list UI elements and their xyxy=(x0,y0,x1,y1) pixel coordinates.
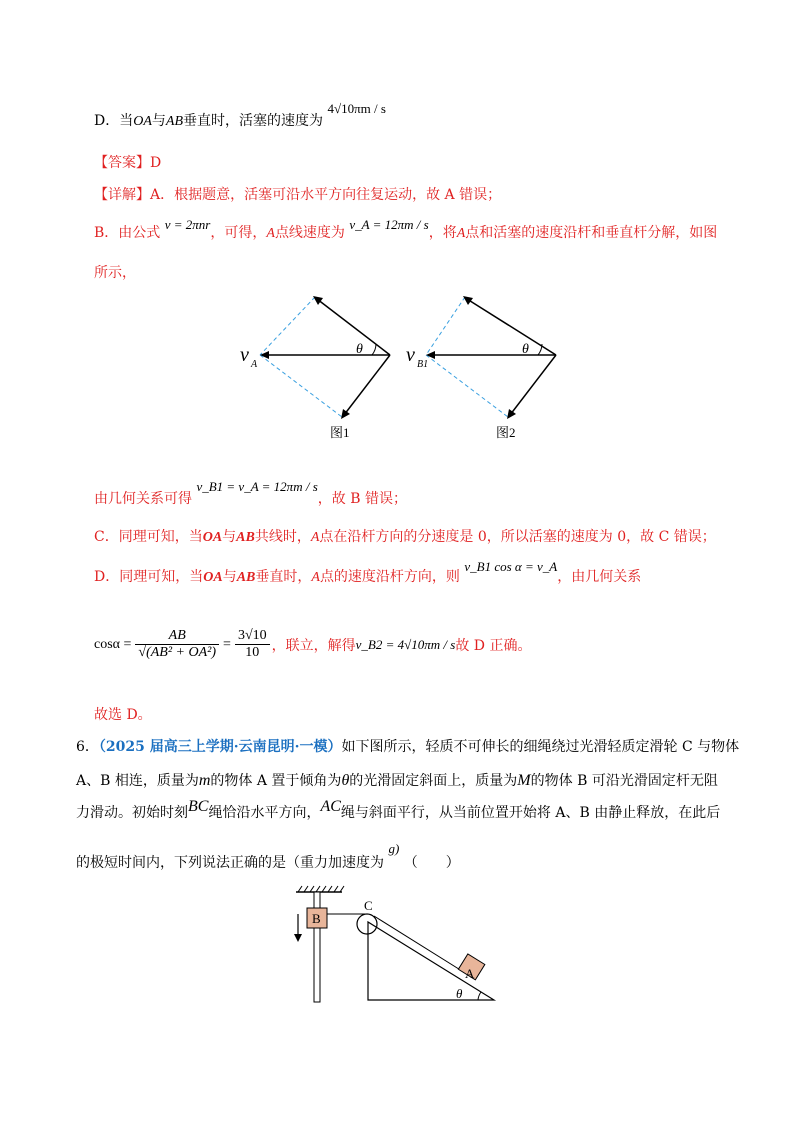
cos-lhs: cosα = xyxy=(94,636,132,652)
c-text-4: 点在沿杆方向的分速度是 0，所以活塞的速度为 0，故 C 错误； xyxy=(319,529,716,545)
detail-b-mid2: 点线速度为 xyxy=(274,225,345,241)
q6-theta: θ xyxy=(341,772,350,789)
fig1-arrow-down xyxy=(344,355,390,415)
q6-M: M xyxy=(517,772,531,789)
pulley-c xyxy=(357,914,377,934)
q6-g: g) xyxy=(388,841,400,856)
detail-line-b xyxy=(94,217,718,242)
cos-result: v_B2 = 4√10πm / s xyxy=(355,636,456,652)
fig1-label: 图1 xyxy=(330,425,350,440)
q6-text1: 如下图所示，轻质不可伸长的细绳绕过光滑轻质定滑轮 C 与物体 xyxy=(341,739,740,755)
figure-2 xyxy=(406,296,556,440)
cos-num2: 3√10 xyxy=(235,628,270,645)
c-ab: AB xyxy=(236,530,255,545)
detail-line-a xyxy=(94,184,501,204)
q6-line-2 xyxy=(76,770,718,790)
d-text-1: D．同理可知，当 xyxy=(94,569,204,585)
fig2-dashed-bottom xyxy=(426,355,508,417)
fig1-dashed-bottom xyxy=(260,355,342,417)
cos-tail: 故 D 正确。 xyxy=(455,637,532,654)
q6-t3-3: 绳与斜面平行，从当前位置开始将 A、B 由静止释放，在此后 xyxy=(340,805,721,821)
block-b-label: B xyxy=(312,911,321,926)
cos-fraction-1 xyxy=(135,628,219,661)
d-oa: OA xyxy=(203,570,223,585)
option-d-suffix: 垂直时，活塞的速度为 xyxy=(183,113,324,129)
fig1-theta: θ xyxy=(356,342,363,357)
q6-t3-1: 力滑动。初始时刻 xyxy=(76,805,188,821)
fig1-arrowhead-va xyxy=(260,351,269,359)
q6-t2-2: 的物体 A 置于倾角为 xyxy=(210,773,342,789)
q6-source: （2025 届高三上学期·云南昆明·一模） xyxy=(98,739,342,755)
down-arrow-head xyxy=(294,934,302,942)
q6-t4-1: 的极短时间内，下列说法正确的是（重力加速度为 xyxy=(76,855,384,871)
fig2-v: v xyxy=(406,344,415,366)
c-text-1: C．同理可知，当 xyxy=(94,529,203,545)
pulley-c-label: C xyxy=(364,898,373,913)
c-text-3: 共线时， xyxy=(254,529,311,545)
cos-num: AB xyxy=(135,628,219,645)
geom-prefix: 由几何关系可得 xyxy=(94,491,192,507)
option-d xyxy=(94,101,386,130)
detail-b-formula1: v = 2πnr xyxy=(164,217,211,232)
q6-line-3 xyxy=(76,798,721,822)
ceiling-hatch xyxy=(298,886,344,892)
fig1-arrow-up xyxy=(317,299,390,355)
option-d-formula: 4√10πm / s xyxy=(327,101,386,116)
detail-b-formula2: v_A = 12πm / s xyxy=(349,217,429,232)
block-a-label: A xyxy=(465,966,475,981)
detail-geom xyxy=(94,479,407,508)
detail-b-mid: ，可得， xyxy=(210,225,267,241)
detail-line-d xyxy=(94,559,642,586)
fig1-arrowhead-up xyxy=(313,296,323,305)
d-formula: v_B1 cos α = v_A xyxy=(464,559,558,574)
incline-angle-arc xyxy=(478,992,481,1000)
fig2-arrow-down xyxy=(510,355,556,415)
d-text-2: 与 xyxy=(222,569,237,585)
c-text-2: 与 xyxy=(222,529,237,545)
fig2-arrowhead-down xyxy=(507,409,516,419)
incline-theta: θ xyxy=(456,986,463,1001)
q6-line-4 xyxy=(76,841,460,872)
q6-t2-3: 的光滑固定斜面上，质量为 xyxy=(349,773,518,789)
option-d-prefix: D．当 xyxy=(94,113,134,129)
q6-bc: BC xyxy=(188,798,209,815)
choose-line: 故选 D。 xyxy=(94,707,152,723)
geom-suffix: ，故 B 错误； xyxy=(317,491,407,507)
answer-label: 【答案】 xyxy=(94,155,150,171)
detail-line-b2: 所示， xyxy=(94,265,136,281)
fig2-arrowhead-up xyxy=(463,296,473,305)
cos-eq: = xyxy=(223,636,231,652)
fig2-label: 图2 xyxy=(496,425,516,440)
fig1-dashed-top xyxy=(260,297,315,355)
fig1-v: v xyxy=(240,344,249,366)
fig2-arrow-up xyxy=(467,299,556,355)
detail-b-suffix2: 点和活塞的速度沿杆和垂直杆分解，如图 xyxy=(465,225,718,241)
cos-den: √(AB² + OA²) xyxy=(138,645,217,660)
q6-number: 6． xyxy=(76,739,99,755)
detail-label: 【详解】 xyxy=(94,187,150,203)
q6-ac: AC xyxy=(320,798,341,815)
string-ac xyxy=(374,916,470,976)
detail-b-a2: A xyxy=(456,226,466,241)
fig1-v-sub: A xyxy=(251,359,258,370)
d-a: A xyxy=(311,570,320,585)
q6-t2-1: A、B 相连，质量为 xyxy=(76,773,199,789)
q6-line-1 xyxy=(76,736,739,756)
q6-m: m xyxy=(198,772,211,789)
detail-line-c xyxy=(94,526,716,546)
q6-t2-4: 的物体 B 可沿光滑固定杆无阻 xyxy=(530,773,718,789)
fig2-theta: θ xyxy=(522,342,529,357)
cos-alpha-line xyxy=(94,628,531,661)
fig2-v-sub: B1 xyxy=(417,359,429,370)
cos-suffix: ，联立，解得 xyxy=(271,637,356,654)
detail-b-a: A xyxy=(266,226,275,241)
d-text-5: ，由几何关系 xyxy=(557,569,642,585)
cos-fraction-2 xyxy=(235,628,270,661)
d-text-3: 垂直时， xyxy=(255,569,312,585)
answer-line xyxy=(94,152,161,172)
option-d-ab: AB xyxy=(165,114,184,129)
fig1-angle-arc xyxy=(372,344,376,355)
pulley-incline-diagram xyxy=(290,884,510,1008)
figure-1 xyxy=(240,296,390,440)
c-a: A xyxy=(310,530,320,545)
answer-value: D xyxy=(150,155,162,171)
fig2-dashed-top xyxy=(426,297,465,355)
option-d-mid: 与 xyxy=(151,113,166,129)
d-text-4: 点的速度沿杆方向，则 xyxy=(319,569,460,585)
fig1-arrowhead-down xyxy=(341,409,350,419)
cos-den2: 10 xyxy=(245,645,260,660)
option-d-oa: OA xyxy=(133,114,152,129)
d-ab: AB xyxy=(236,570,256,585)
velocity-decomposition-figures xyxy=(230,285,570,445)
geom-formula: v_B1 = v_A = 12πm / s xyxy=(196,479,318,494)
detail-a-text: A．根据题意，活塞可沿水平方向往复运动，故 A 错误； xyxy=(150,187,502,203)
c-oa: OA xyxy=(202,530,223,545)
detail-b-prefix: B．由公式 xyxy=(94,225,161,241)
q6-t4-2: （ ） xyxy=(403,855,460,871)
detail-b-suffix: ，将 xyxy=(428,225,457,241)
q6-t3-2: 绳恰沿水平方向， xyxy=(208,805,321,821)
